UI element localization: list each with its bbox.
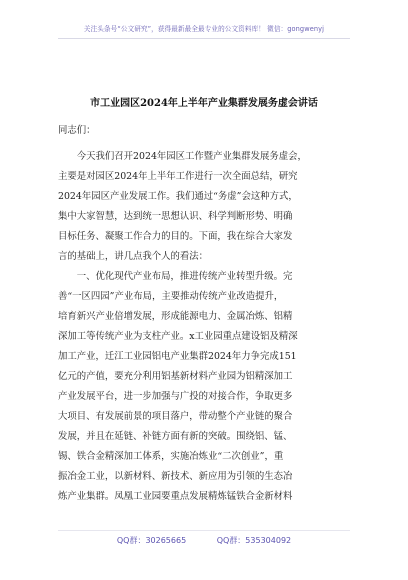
greeting-line: 同志们： <box>58 125 96 136</box>
body-line: 发展，并且在延链、补链方面有新的突破。围绕铝、锰、 <box>58 431 293 442</box>
footer-qq-group-2: QQ群：535304092 <box>216 536 292 545</box>
document-title: 市工业园区2024年上半年产业集群发展务虚会讲话 <box>90 98 318 109</box>
footer-divider <box>58 530 350 531</box>
body-line: 培育新兴产业倍增发展，形成能源电力、金属冶炼、铝精 <box>58 311 293 322</box>
body-line: 一、优化现代产业布局，推进传统产业转型升级。完 <box>76 271 293 282</box>
body-line: 今天我们召开2024年园区工作暨产业集群发展务虚会， <box>76 151 307 162</box>
body-line: 2024年园区产业发展工作。我们通过“务虚”会这种方式， <box>58 191 298 202</box>
body-line: 集中大家智慧，达到统一思想认识、科学判断形势、明确 <box>58 211 293 222</box>
body-line: 深加工等传统产业为支柱产业。x工业园重点建设铝及精深 <box>58 331 298 342</box>
body-line: 炼产业集群。凤凰工业园要重点发展精炼锰铁合金新材料 <box>58 491 293 502</box>
body-line: 善“一区四园”产业布局，主要推动传统产业改造提升， <box>58 291 284 302</box>
body-line: 加工产业，迁江工业园铝电产业集群2024年力争完成151 <box>58 351 297 362</box>
body-line: 大项目、有发展前景的项目落户，带动整个产业链的聚合 <box>58 411 293 422</box>
body-line: 主要是对园区2024年上半年工作进行一次全面总结，研究 <box>58 171 298 182</box>
header-notice: 关注头条号“公文研究”，获得最新最全最专业的公文资料库！ 微信：gongwenyj <box>83 25 325 33</box>
body-line: 产业发展平台，进一步加强与广投的对接合作，争取更多 <box>58 391 293 402</box>
body-line: 振冶金工业，以新材料、新技术、新应用为引领的生态冶 <box>58 471 293 482</box>
body-line: 亿元的产值，要充分利用铝基新材料产业园为铝精深加工 <box>58 371 293 382</box>
body-line: 目标任务、凝聚工作合力的目的。下面，我在综合大家发 <box>58 231 293 242</box>
body-paragraphs <box>58 147 360 507</box>
page-footer <box>0 535 408 546</box>
page-header <box>0 0 408 58</box>
header-divider <box>58 38 350 39</box>
document-body <box>58 121 360 507</box>
body-line: 言的基础上，讲几点我个人的看法： <box>58 251 209 262</box>
body-line: 锡、铁合金精深加工体系，实施冶炼业“二次创业”，重 <box>58 451 284 462</box>
footer-qq-group-1: QQ群：30265665 <box>116 536 187 545</box>
